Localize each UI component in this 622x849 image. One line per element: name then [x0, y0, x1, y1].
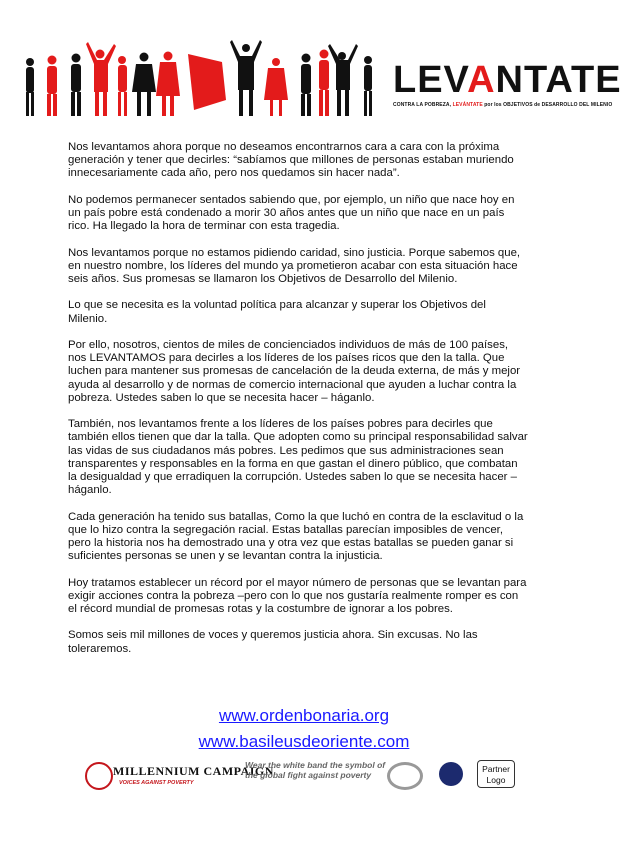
partner-label: Partner [482, 764, 510, 774]
levantate-logo [393, 58, 622, 128]
paragraph: Nos levantamos ahora porque no deseamos encontrarnos cara a cara con la próxima generación y tener que decirles: “sabíamos que millones de personas estaban muriendo innecesariamente cada año, pero nos quedamos sin hacer nada”. [68, 141, 514, 180]
ordenbonaria-link[interactable]: www.ordenbonaria.org [218, 706, 390, 725]
silhouettes-illustration [18, 40, 378, 120]
paragraph: Lo que se necesita es la voluntad política para alcanzar y superar los Objetivos del Milenio. [68, 299, 486, 325]
paragraph: Nos levantamos porque no estamos pidiendo caridad, sino justicia. Porque sabemos que, en nuestro nombre, los líderes del mundo ya prometieron acabar con esta situación hace seis años. Sus promesas se llamaron los Objetivos de Desarrollo del Milenio. [68, 246, 521, 285]
paragraph: Cada generación ha tenido sus batallas, Como la que luchó en contra de la esclavitud o la que lo hizo contra la segregación racial. Estas batallas parecían imposibles de vencer, pero la historia nos ha demostrado una y otra vez que estas batallas se pueden ganar si suficientes personas se unen y se levantan contra la injusticia. [68, 510, 524, 563]
manifesto-text [68, 141, 528, 669]
header-banner [18, 40, 622, 125]
campaign-circle-icon [85, 762, 113, 790]
record-seal-icon [439, 762, 463, 786]
campaign-subtitle: VOICES AGAINST POVERTY [119, 780, 194, 786]
brand-wordmark: LEVANTATE [393, 59, 622, 101]
website-links [0, 703, 608, 755]
partner-label: Logo [486, 775, 506, 785]
white-band-icon [387, 762, 423, 790]
paragraph: No podemos permanecer sentados sabiendo que, por ejemplo, un niño que nace hoy en un país pobre está condenado a morir 30 años antes que un niño que nace en un país rico. Ha llegado la hora de terminar con esta tragedia. [68, 193, 515, 233]
white-band-slogan: Wear the white band the symbol of the global fight against poverty [245, 760, 386, 780]
basileusdeoriente-link[interactable]: www.basileusdeoriente.com [198, 732, 410, 751]
brand-tagline: CONTRA LA POBREZA, LEVÁNTATE por los OBJETIVOS de DESARROLLO DEL MILENIO [393, 102, 613, 108]
footer-logos [85, 758, 525, 794]
millennium-campaign-logo [85, 758, 274, 792]
campaign-title: MILLENNIUM CAMPAIGN [113, 764, 274, 778]
paragraph: También, nos levantamos frente a los líderes de los países pobres para decirles que también ellos tienen que dar la talla. Que adopten como su principal responsabilidad salvar las vidas de sus ciudadanos más pobres. Les pedimos que sus administraciones sean transparentes y responsables en la forma en que gastan el dinero público, que combatan la desigualdad y que erradiquen la corrupción. Ustedes saben lo que se necesita hacer –háganlo. [68, 418, 528, 497]
paragraph: Somos seis mil millones de voces y queremos justicia ahora. Sin excusas. No las toleraremos. [68, 629, 478, 655]
paragraph: Hoy tratamos establecer un récord por el mayor número de personas que se levantan para exigir acciones contra la pobreza –pero con lo que nos gustaría realmente romper es con el récord mundial de promesas rotas y la costumbre de ignorar a los pobres. [68, 576, 527, 615]
paragraph: Por ello, nosotros, cientos de miles de concienciados individuos de más de 100 países, nos LEVANTAMOS para decirles a los líderes de los países ricos que den la talla. Que luchen para mantener sus promesas de cancelación de la deuda externa, de más y mejor ayuda al desarrollo y de normas de comercio internacional que ayuden a luchar contra la pobreza. Ustedes saben lo que se necesita hacer – háganlo. [68, 338, 521, 404]
partner-logo [477, 760, 515, 788]
